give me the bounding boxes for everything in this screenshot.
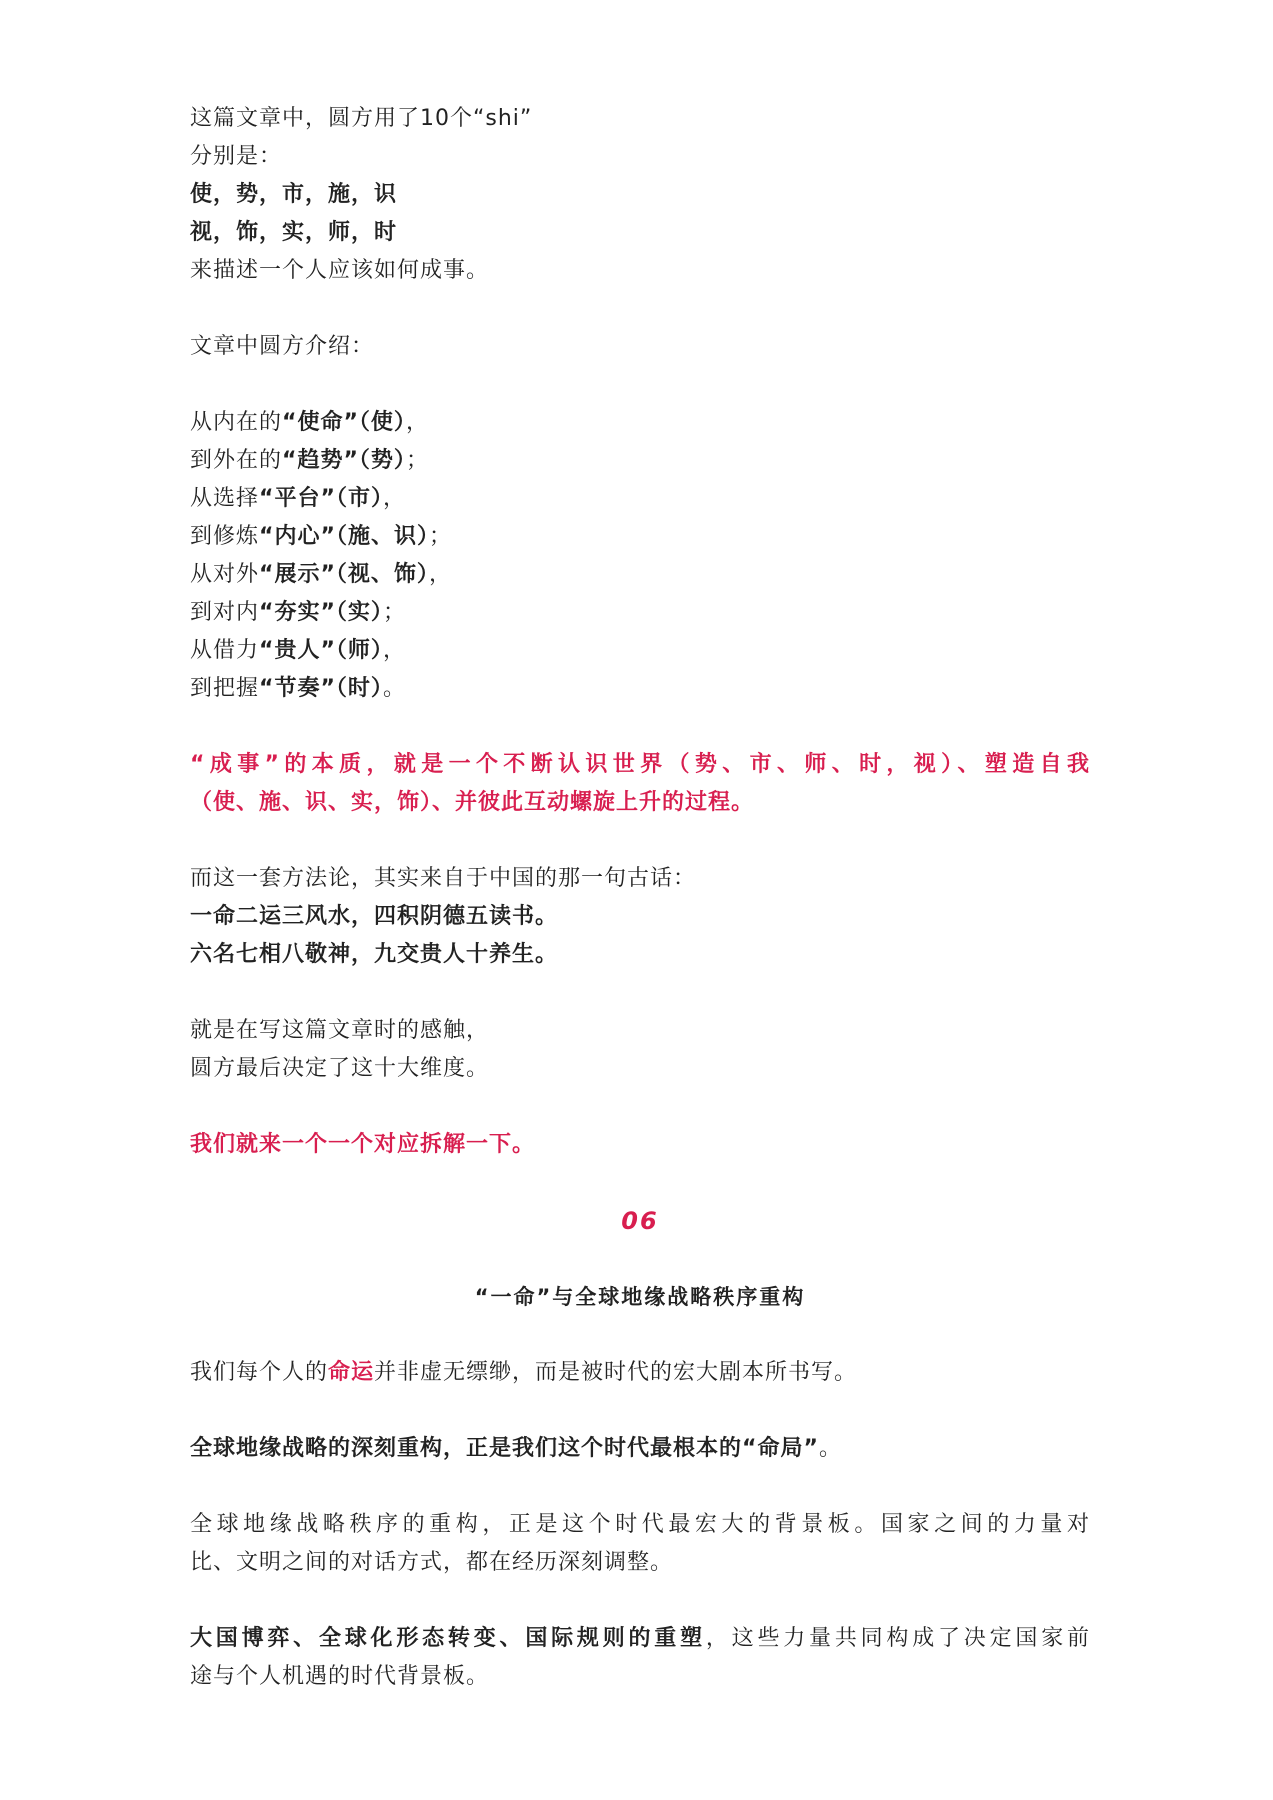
pair-item-3: 从选择“平台”（市）， — [190, 486, 406, 511]
shi-list-2: 视，饰，实，师，时 — [190, 220, 398, 245]
pair-item-7: 从借力“贵人”（师）， — [190, 638, 406, 663]
pair-item-1: 从内在的“使命”（使）， — [190, 410, 429, 435]
feeling-line-2: 圆方最后决定了这十大维度。 — [190, 1056, 490, 1081]
essence-line-2: （使、施、识、实，饰）、并彼此互动螺旋上升的过程。 — [190, 790, 755, 815]
intro-line-1: 这篇文章中，圆方用了10个“shi” — [190, 106, 533, 131]
body-paragraph-4: 大国博弈、全球化形态转变、国际规则的重塑，这些力量共同构成了决定国家前 途与个人机遇的时代背景板。 — [190, 1626, 1090, 1689]
intro-line-2: 分别是： — [190, 144, 283, 169]
saying-line-1: 一命二运三风水，四积阴德五读书。 — [190, 904, 559, 929]
section-title: “一命”与全球地缘战略秩序重构 — [474, 1285, 806, 1309]
essence-line-1: “成事”的本质，就是一个不断认识世界（势、市、师、时，视）、塑造自我 — [190, 752, 1090, 777]
saying-intro: 而这一套方法论，其实来自于中国的那一句古话： — [190, 866, 697, 891]
pair-item-6: 到对内“夯实”（实）； — [190, 600, 406, 625]
decompose-line: 我们就来一个一个对应拆解一下。 — [190, 1132, 536, 1157]
feeling-line-1: 就是在写这篇文章时的感触， — [190, 1018, 490, 1043]
body-paragraph-1: 我们每个人的命运并非虚无缥缈，而是被时代的宏大剧本所书写。 — [190, 1360, 858, 1385]
saying-line-2: 六名七相八敬神，九交贵人十养生。 — [190, 942, 559, 967]
pair-item-4: 到修炼“内心”（施、识）； — [190, 524, 452, 549]
pair-item-5: 从对外“展示”（视、饰）， — [190, 562, 452, 587]
intro-line-5: 来描述一个人应该如何成事。 — [190, 258, 490, 283]
body-paragraph-2: 全球地缘战略的深刻重构，正是我们这个时代最根本的“命局”。 — [190, 1436, 842, 1461]
section-number: 06 — [621, 1207, 659, 1235]
shi-list-1: 使，势，市，施，识 — [190, 182, 398, 207]
pair-item-2: 到外在的“趋势”（势）； — [190, 448, 429, 473]
intro2-line: 文章中圆方介绍： — [190, 334, 375, 359]
body-paragraph-3: 全球地缘战略秩序的重构，正是这个时代最宏大的背景板。国家之间的力量对 比、文明之间的对话方式，都在经历深刻调整。 — [190, 1512, 1090, 1575]
article-content — [190, 100, 1090, 1696]
pair-list — [190, 404, 1090, 708]
pair-item-8: 到把握“节奏”（时）。 — [190, 676, 406, 701]
